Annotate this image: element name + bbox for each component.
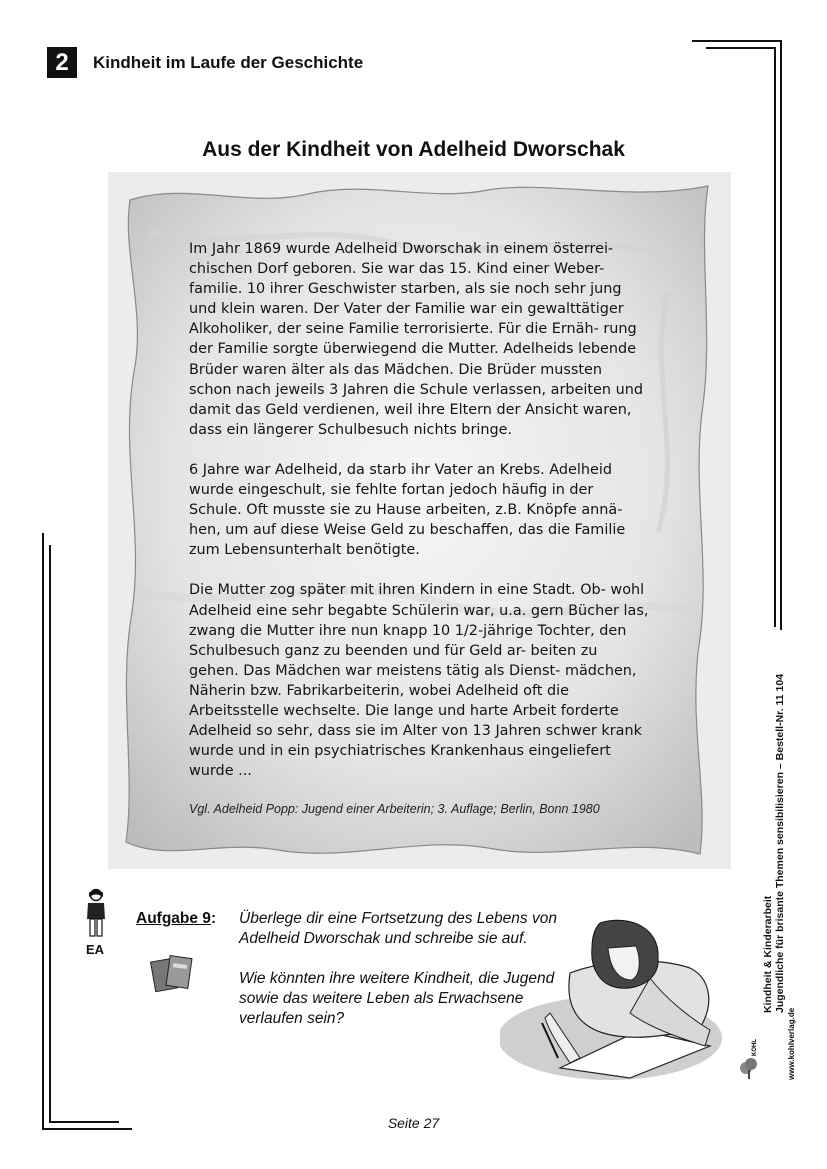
source-citation: Vgl. Adelheid Popp: Jugend einer Arbeiterin; 3. Auflage; Berlin, Bonn 1980 xyxy=(189,802,600,816)
person-icon xyxy=(84,888,108,938)
frame-line-right-outer xyxy=(780,40,782,630)
task-line-1: Überlege dir eine Fortsetzung des Lebens von Adelheid Dworschak und schreibe sie auf. xyxy=(239,910,557,947)
task-label-colon: : xyxy=(210,910,217,927)
task-label xyxy=(136,910,216,928)
writing-woman-illustration xyxy=(500,918,725,1083)
frame-line-top-inner xyxy=(706,47,776,49)
task-label-text: Aufgabe 9 xyxy=(136,910,211,927)
frame-line-right-inner xyxy=(774,47,776,627)
frame-line-left-inner xyxy=(49,545,51,1123)
series-subtitle: Jugendliche für brisante Themen sensibilisieren – Bestell-Nr. 11 104 xyxy=(774,673,786,1013)
series-info xyxy=(762,674,786,1013)
books-icon xyxy=(150,954,196,992)
publisher-logo xyxy=(738,1020,768,1080)
task-line-2: Wie könnten ihre weitere Kindheit, die Jugend sowie das weitere Leben als Erwachsene verlaufen sein? xyxy=(239,970,555,1027)
story-paragraph-2: 6 Jahre war Adelheid, da starb ihr Vater an Krebs. Adelheid wurde eingeschult, sie fehlte fortan jedoch häufig in der Schule. Oft musste sie zu Hause arbeiten, z.B. Knöpfe annä- hen, um auf diese Weise Geld zu beschaffen, das die Familie zum Lebensunterhalt benötigte. xyxy=(189,461,626,559)
frame-line-top-outer xyxy=(692,40,782,42)
story-text xyxy=(189,239,649,801)
svg-text:KOHL: KOHL xyxy=(752,1039,758,1056)
social-form-label: EA xyxy=(86,942,105,957)
story-paragraph-1: Im Jahr 1869 wurde Adelheid Dworschak in einem österrei- chischen Dorf geboren. Sie war das 15. Kind einer Weber- familie. 10 ihrer Geschwister starben, als sie noch sehr jung und klein waren. Der Vater der Familie war ein gewalttätiger Alkoholiker, der seine Familie terrorisierte. Für die Ernäh- rung der Familie sorgte überwiegend die Mutter. Adelheids lebende Brüder waren älter als das Mädchen. Die Brüder mussten schon nach jeweils 3 Jahren die Schule verlassen, arbeiten und damit das Geld verdienen, weil ihre Eltern der Ansicht waren, dass ein längerer Schulbesuch nichts bringe. xyxy=(189,241,643,438)
page-number: Seite 27 xyxy=(387,1115,440,1131)
publisher-url: www.kohlverlag.de xyxy=(787,1007,796,1080)
chapter-number-badge: 2 xyxy=(47,47,77,78)
chapter-title: Kindheit im Laufe der Geschichte xyxy=(93,53,364,72)
frame-line-left-outer xyxy=(42,533,44,1130)
document-title: Aus der Kindheit von Adelheid Dworschak xyxy=(202,138,625,161)
series-title: Kindheit & Kinderarbeit xyxy=(762,895,774,1013)
story-paragraph-3: Die Mutter zog später mit ihren Kindern in eine Stadt. Ob- wohl Adelheid eine sehr begabte Schülerin war, u.a. gern Bücher las, zwang die Mutter ihre nun knapp 10 1/2-jährige Tochter, den Schulbesuch ganz zu beenden und für Geld ar- beiten zu gehen. Das Mädchen war meistens tätig als Dienst- mädchen, Näherin bzw. Fabrikarbeiterin, wobei Adelheid oft die Arbeitsstelle wechselte. Die lange und harte Arbeit forderte Adelheid so sehr, dass sie im Alter von 13 Jahren schwer krank wurde und in ein psychiatrisches Krankenhaus eingeliefert wurde ... xyxy=(189,582,649,780)
